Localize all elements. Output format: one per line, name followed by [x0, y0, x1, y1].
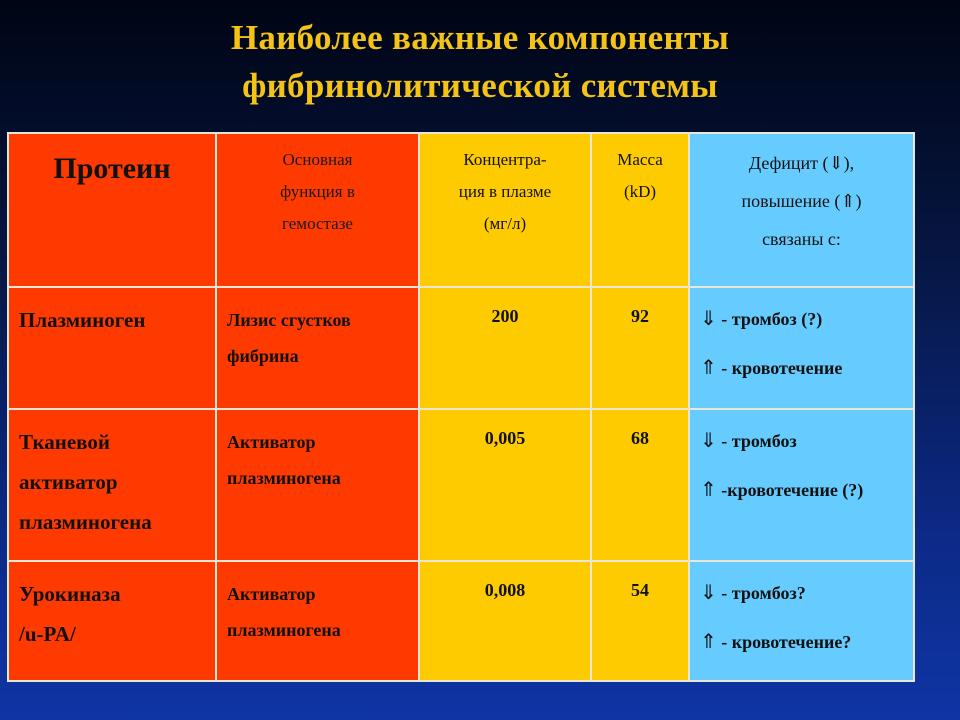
header-mass-line: (kD): [623, 182, 657, 201]
title-line-2: фибринолитической системы: [242, 66, 718, 105]
header-deficit: [689, 133, 914, 287]
down-double-arrow-icon: ⇓: [700, 580, 717, 604]
header-deficit-line: связаны с:: [762, 229, 841, 249]
protein-mass: 54: [591, 561, 689, 681]
protein-function-line: Активатор: [227, 584, 316, 604]
protein-function: [216, 561, 419, 681]
effect-line: [700, 465, 909, 514]
header-deficit-line: повышение (⇑): [741, 191, 862, 211]
header-concentration-line: (мг/л): [483, 214, 527, 233]
effect-line: [700, 617, 909, 666]
header-function-line: Основная: [282, 150, 353, 169]
effect-line: [700, 294, 909, 343]
protein-name-line: плазминогена: [19, 510, 152, 534]
protein-name: [8, 287, 216, 409]
effect-text: - тромбоз: [716, 431, 797, 451]
protein-mass: 92: [591, 287, 689, 409]
effect-text: - тромбоз?: [716, 583, 806, 603]
header-row: [8, 133, 914, 287]
slide-title: [0, 14, 960, 110]
header-concentration-line: Концентра-: [463, 150, 547, 169]
down-double-arrow-icon: ⇓: [700, 306, 717, 330]
protein-function-line: плазминогена: [227, 468, 341, 488]
up-double-arrow-icon: ⇑: [700, 355, 717, 379]
header-mass-line: Масса: [617, 150, 663, 169]
effect-text: - кровотечение: [716, 358, 843, 378]
effect-line: [700, 343, 909, 392]
protein-function-line: плазминогена: [227, 620, 341, 640]
effect-text: -кровотечение (?): [716, 480, 864, 500]
table-row: [8, 409, 914, 561]
protein-concentration: 200: [419, 287, 591, 409]
protein-name-line: /u-PA/: [19, 622, 76, 646]
header-function: [216, 133, 419, 287]
protein-concentration: 0,008: [419, 561, 591, 681]
header-protein: Протеин: [8, 133, 216, 287]
protein-name-line: активатор: [19, 470, 118, 494]
effect-text: - кровотечение?: [716, 632, 852, 652]
header-concentration: [419, 133, 591, 287]
protein-mass: 68: [591, 409, 689, 561]
protein-function-line: фибрина: [227, 346, 299, 366]
down-double-arrow-icon: ⇓: [700, 428, 717, 452]
protein-name: [8, 561, 216, 681]
protein-name-line: Тканевой: [19, 430, 110, 454]
effect-line: [700, 568, 909, 617]
title-line-1: Наиболее важные компоненты: [230, 18, 730, 57]
up-double-arrow-icon: ⇑: [700, 629, 717, 653]
up-double-arrow-icon: ⇑: [700, 477, 717, 501]
protein-function-line: Активатор: [227, 432, 316, 452]
table-row: [8, 287, 914, 409]
header-concentration-line: ция в плазме: [458, 182, 552, 201]
effect-text: - тромбоз (?): [716, 309, 823, 329]
protein-function-line: Лизис сгустков: [227, 310, 351, 330]
protein-concentration: 0,005: [419, 409, 591, 561]
header-function-line: функция в: [280, 182, 355, 201]
protein-effects: [689, 409, 914, 561]
protein-function: [216, 409, 419, 561]
header-mass: [591, 133, 689, 287]
header-function-line: гемостазе: [282, 214, 353, 233]
protein-effects: [689, 561, 914, 681]
protein-function: [216, 287, 419, 409]
protein-name: [8, 409, 216, 561]
protein-name-line: Плазминоген: [19, 308, 146, 332]
effect-line: [700, 416, 909, 465]
protein-effects: [689, 287, 914, 409]
table-row: [8, 561, 914, 681]
protein-name-line: Урокиназа: [19, 582, 121, 606]
components-table: [7, 132, 915, 682]
header-deficit-line: Дефицит (⇓),: [748, 153, 855, 173]
